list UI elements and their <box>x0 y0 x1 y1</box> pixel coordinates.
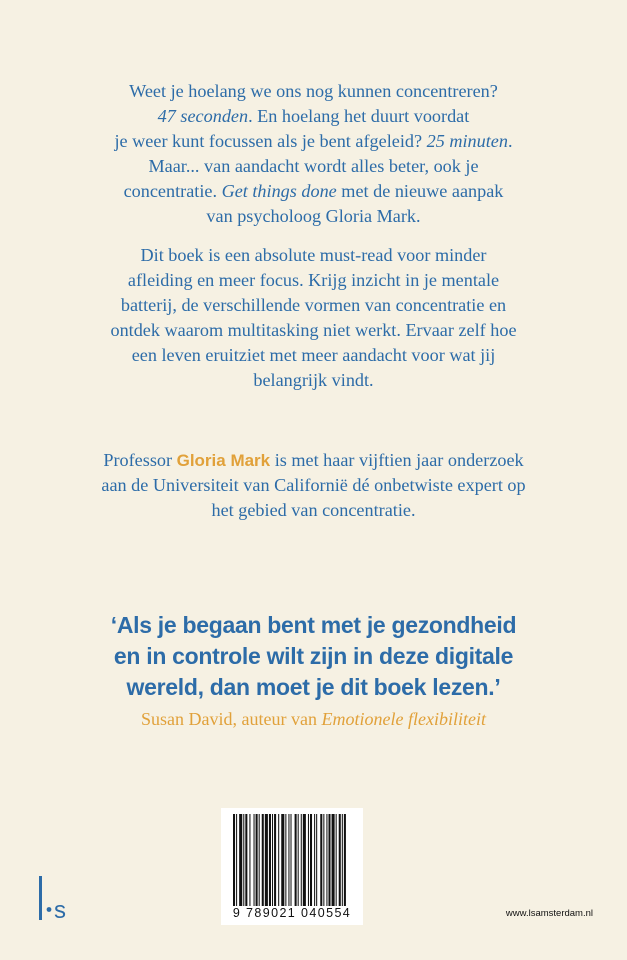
attribution-book-title: Emotionele flexibiliteit <box>321 709 486 729</box>
quote-line: en in controle wilt zijn in deze digitale <box>113 643 514 669</box>
book-blurb <box>70 243 557 393</box>
book-line: belangrijk vindt. <box>253 370 374 390</box>
endorsement-quote <box>60 610 567 703</box>
quote-line: ‘Als je begaan bent met je gezondheid <box>110 612 517 638</box>
book-line: Dit boek is een absolute must-read voor minder <box>140 245 487 265</box>
intro-line: van psycholoog Gloria Mark. <box>206 206 421 226</box>
intro-emphasis: Get things done <box>221 181 337 201</box>
publisher-website[interactable]: www.lsamsterdam.nl <box>505 908 593 919</box>
intro-line: concentratie. Get things done met de nieuwe aanpak <box>123 181 504 201</box>
book-line: ontdek waarom multitasking niet werkt. Ervaar zelf hoe <box>110 320 517 340</box>
isbn-barcode <box>221 808 363 925</box>
book-line: een leven eruitziet met meer aandacht voor wat jij <box>131 345 496 365</box>
author-name: Gloria Mark <box>176 451 271 470</box>
book-line: batterij, de verschillende vormen van concentratie en <box>120 295 507 315</box>
bio-line: het gebied van concentratie. <box>211 500 416 520</box>
svg-text:s: s <box>54 897 66 924</box>
intro-emphasis: 47 seconden <box>157 106 249 126</box>
intro-blurb <box>70 79 557 229</box>
author-bio <box>70 448 557 523</box>
ls-logo <box>38 874 78 924</box>
bio-line: aan de Universiteit van Californië dé onbetwiste expert op <box>101 475 526 495</box>
barcode-bars <box>233 814 349 906</box>
intro-line: je weer kunt focussen als je bent afgeleid? 25 minuten. <box>114 131 513 151</box>
intro-line: Weet je hoelang we ons nog kunnen concentreren? <box>129 81 498 101</box>
intro-line: Maar... van aandacht wordt alles beter, ook je <box>148 156 479 176</box>
bio-line: Professor Gloria Mark is met haar vijftien jaar onderzoek <box>103 450 524 470</box>
intro-emphasis: 25 minuten <box>426 131 508 151</box>
quote-attribution: Susan David, auteur van Emotionele flexibiliteit <box>141 709 486 729</box>
book-line: afleiding en meer focus. Krijg inzicht in je mentale <box>127 270 500 290</box>
isbn-number: 9 789021 040554 <box>232 906 352 920</box>
quote-line: wereld, dan moet je dit boek lezen.’ <box>126 674 501 700</box>
intro-line: 47 seconden. En hoelang het duurt voordat <box>157 106 470 126</box>
